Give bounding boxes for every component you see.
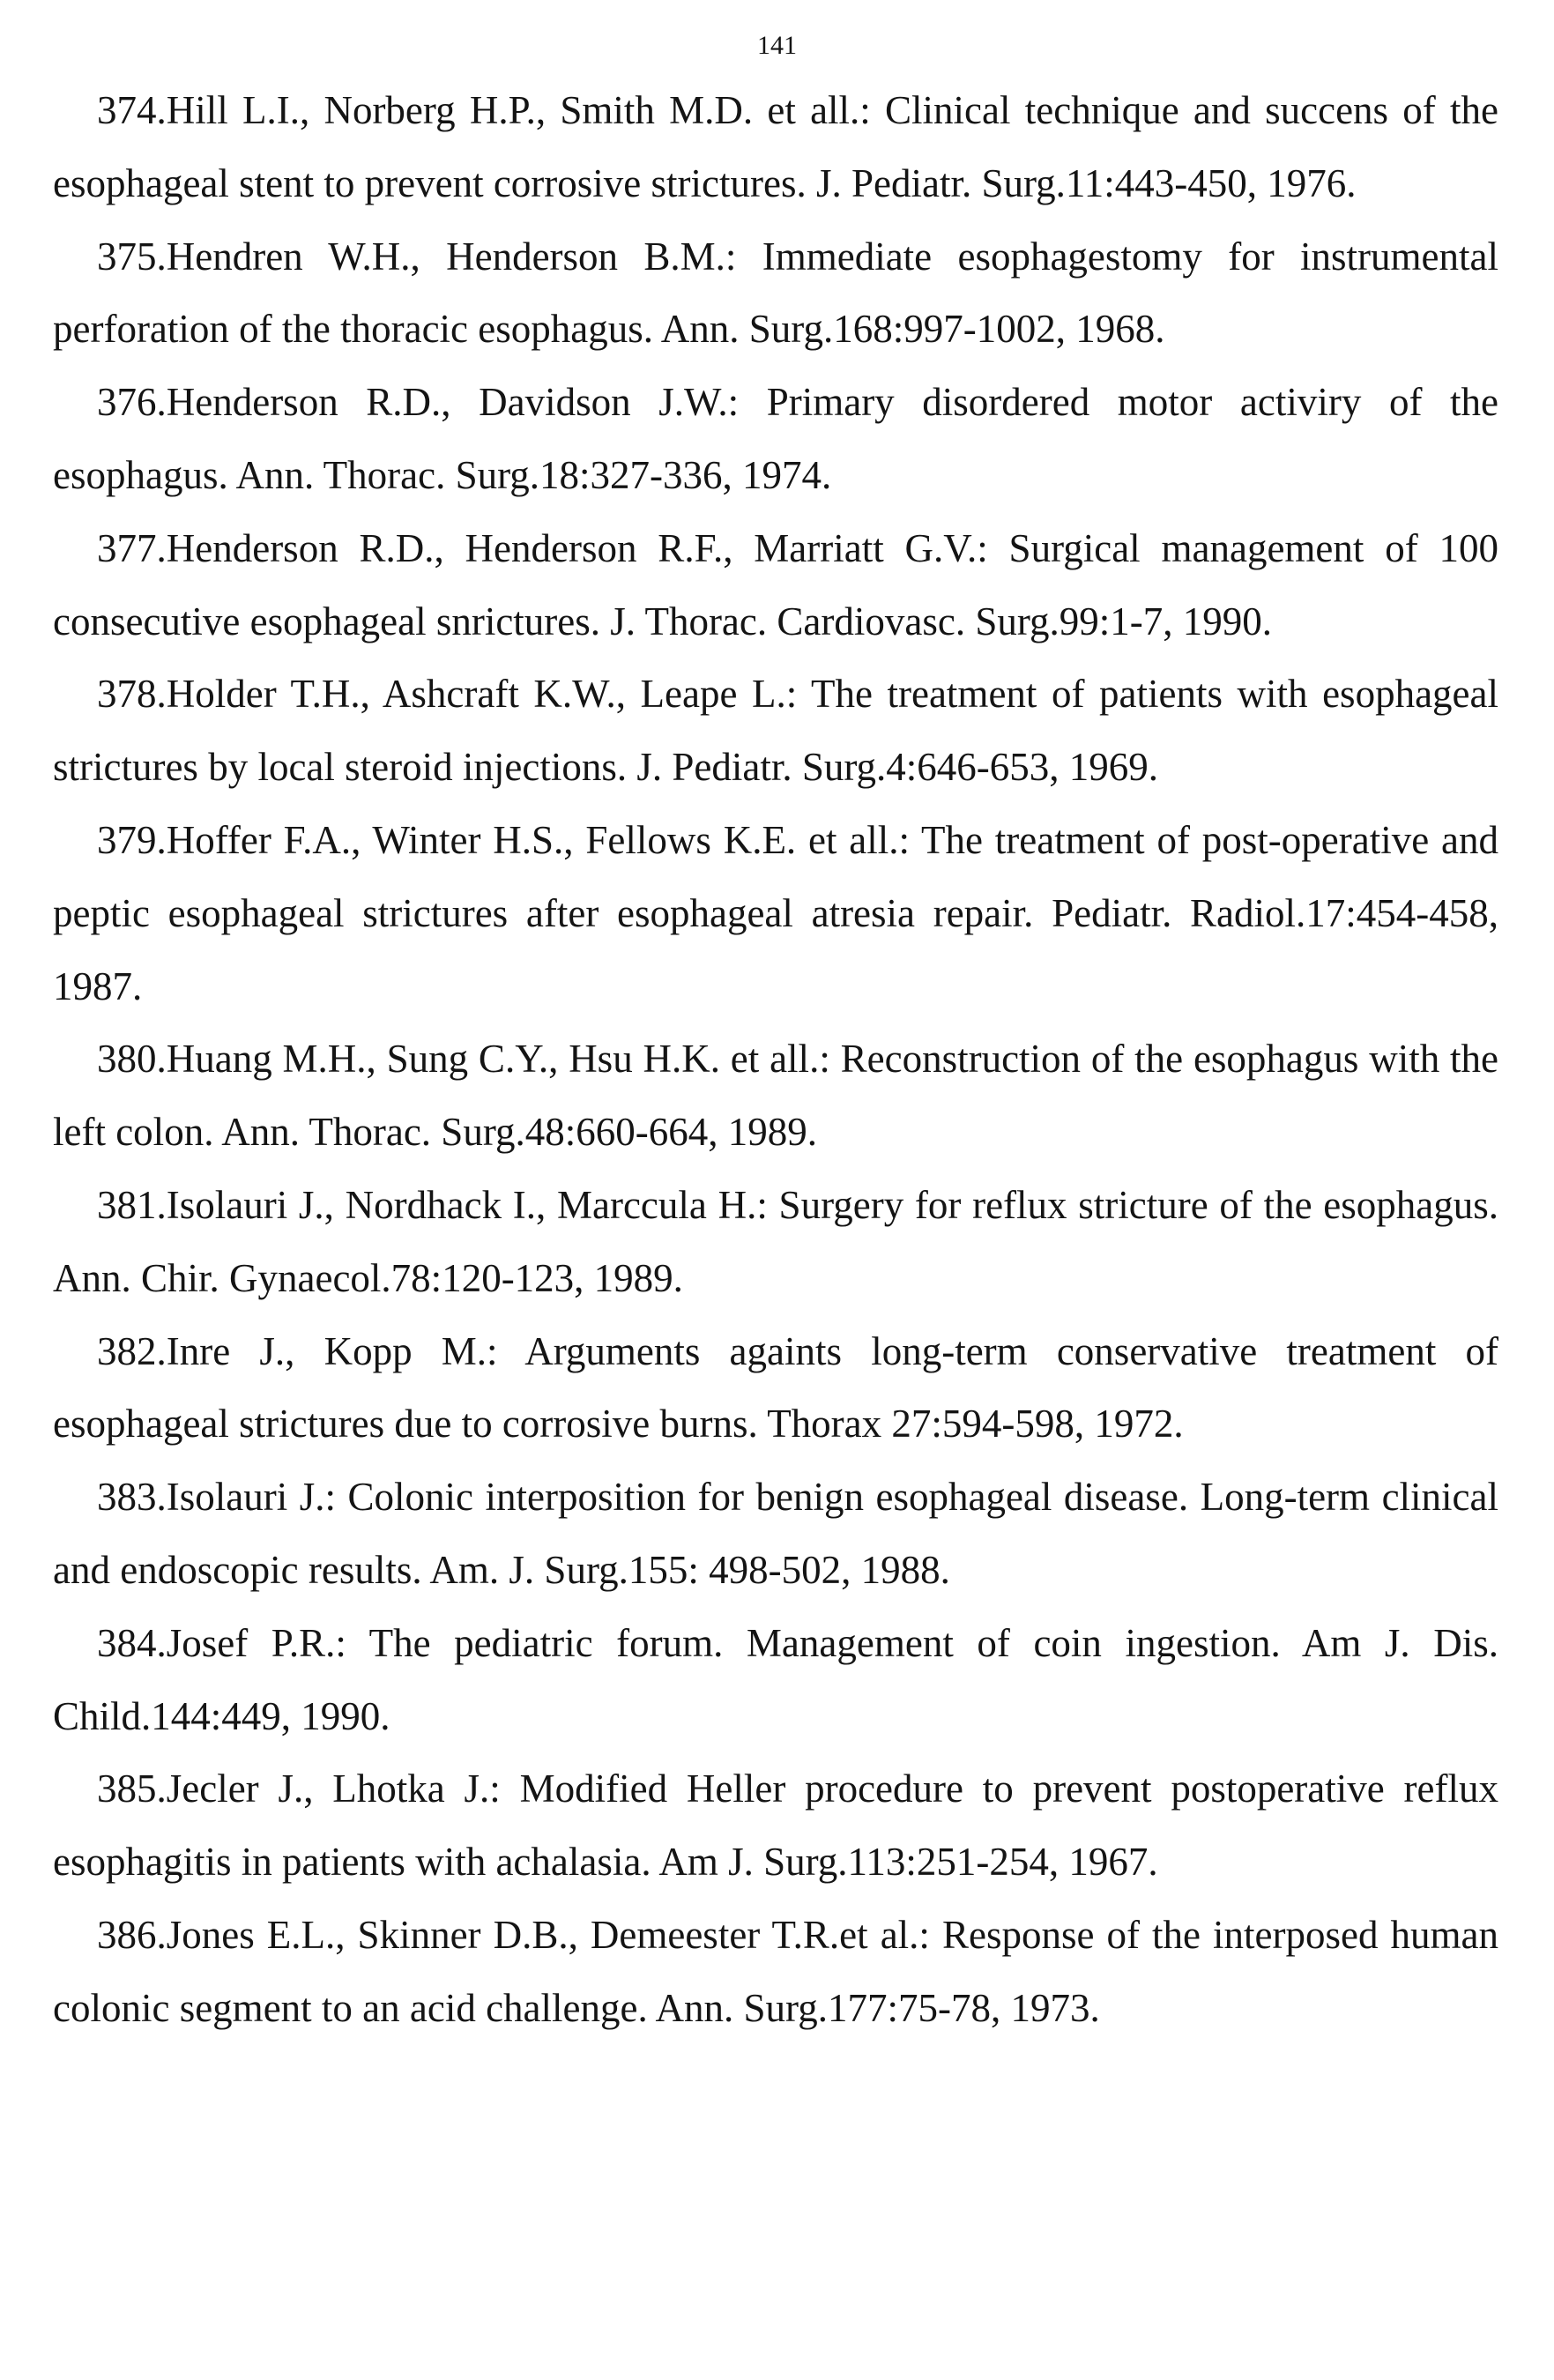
reference-379: 379.Hoffer F.A., Winter H.S., Fellows K.E. et all.: The treatment of post-operative and peptic esophageal strictures after esophageal atresia repair. Pediatr. Radiol.17:454-458, 1987. <box>53 817 1498 1008</box>
reference-383: 383.Isolauri J.: Colonic interposition for benign esophageal disease. Long-term clinical and endoscopic results. Am. J. Surg.155: 498-502, 1988. <box>53 1475 1498 1592</box>
reference-384: 384.Josef P.R.: The pediatric forum. Management of coin ingestion. Am J. Dis. Child.144:449, 1990. <box>53 1620 1498 1738</box>
reference-377: 377.Henderson R.D., Henderson R.F., Marriatt G.V.: Surgical management of 100 consecutive esophageal snrictures. J. Thorac. Cardiovasc. Surg.99:1-7, 1990. <box>53 525 1498 643</box>
reference-385: 385.Jecler J., Lhotka J.: Modified Heller procedure to prevent postoperative reflux esophagitis in patients with achalasia. Am J. Surg.113:251-254, 1967. <box>53 1766 1498 1885</box>
reference-375: 375.Hendren W.H., Henderson B.M.: Immediate esophagestomy for instrumental perforation of the thoracic esophagus. Ann. Surg.168:997-1002, 1968. <box>53 234 1498 352</box>
reference-374: 374.Hill L.I., Norberg H.P., Smith M.D. et all.: Clinical technique and succens of the esophageal stent to prevent corrosive strictures. J. Pediatr. Surg.11:443-450, 1976. <box>53 88 1498 205</box>
reference-381: 381.Isolauri J., Nordhack I., Marccula H.: Surgery for reflux stricture of the esophagus. Ann. Chir. Gynaecol.78:120-123, 1989. <box>53 1182 1498 1300</box>
page-number: 141 <box>757 31 797 60</box>
reference-386: 386.Jones E.L., Skinner D.B., Demeester T.R.et al.: Response of the interposed human colonic segment to an acid challenge. Ann. Surg.177:75-78, 1973. <box>53 1912 1498 2030</box>
reference-376: 376.Henderson R.D., Davidson J.W.: Primary disordered motor activiry of the esophagus. Ann. Thorac. Surg.18:327-336, 1974. <box>53 380 1498 497</box>
reference-list <box>53 74 1498 2045</box>
reference-378: 378.Holder T.H., Ashcraft K.W., Leape L.: The treatment of patients with esophageal strictures by local steroid injections. J. Pediatr. Surg.4:646-653, 1969. <box>53 672 1498 790</box>
reference-380: 380.Huang M.H., Sung C.Y., Hsu H.K. et all.: Reconstruction of the esophagus with the left colon. Ann. Thorac. Surg.48:660-664, 1989. <box>53 1037 1498 1155</box>
reference-382: 382.Inre J., Kopp M.: Arguments againts long-term conservative treatment of esophageal strictures due to corrosive burns. Thorax 27:594-598, 1972. <box>53 1328 1498 1447</box>
